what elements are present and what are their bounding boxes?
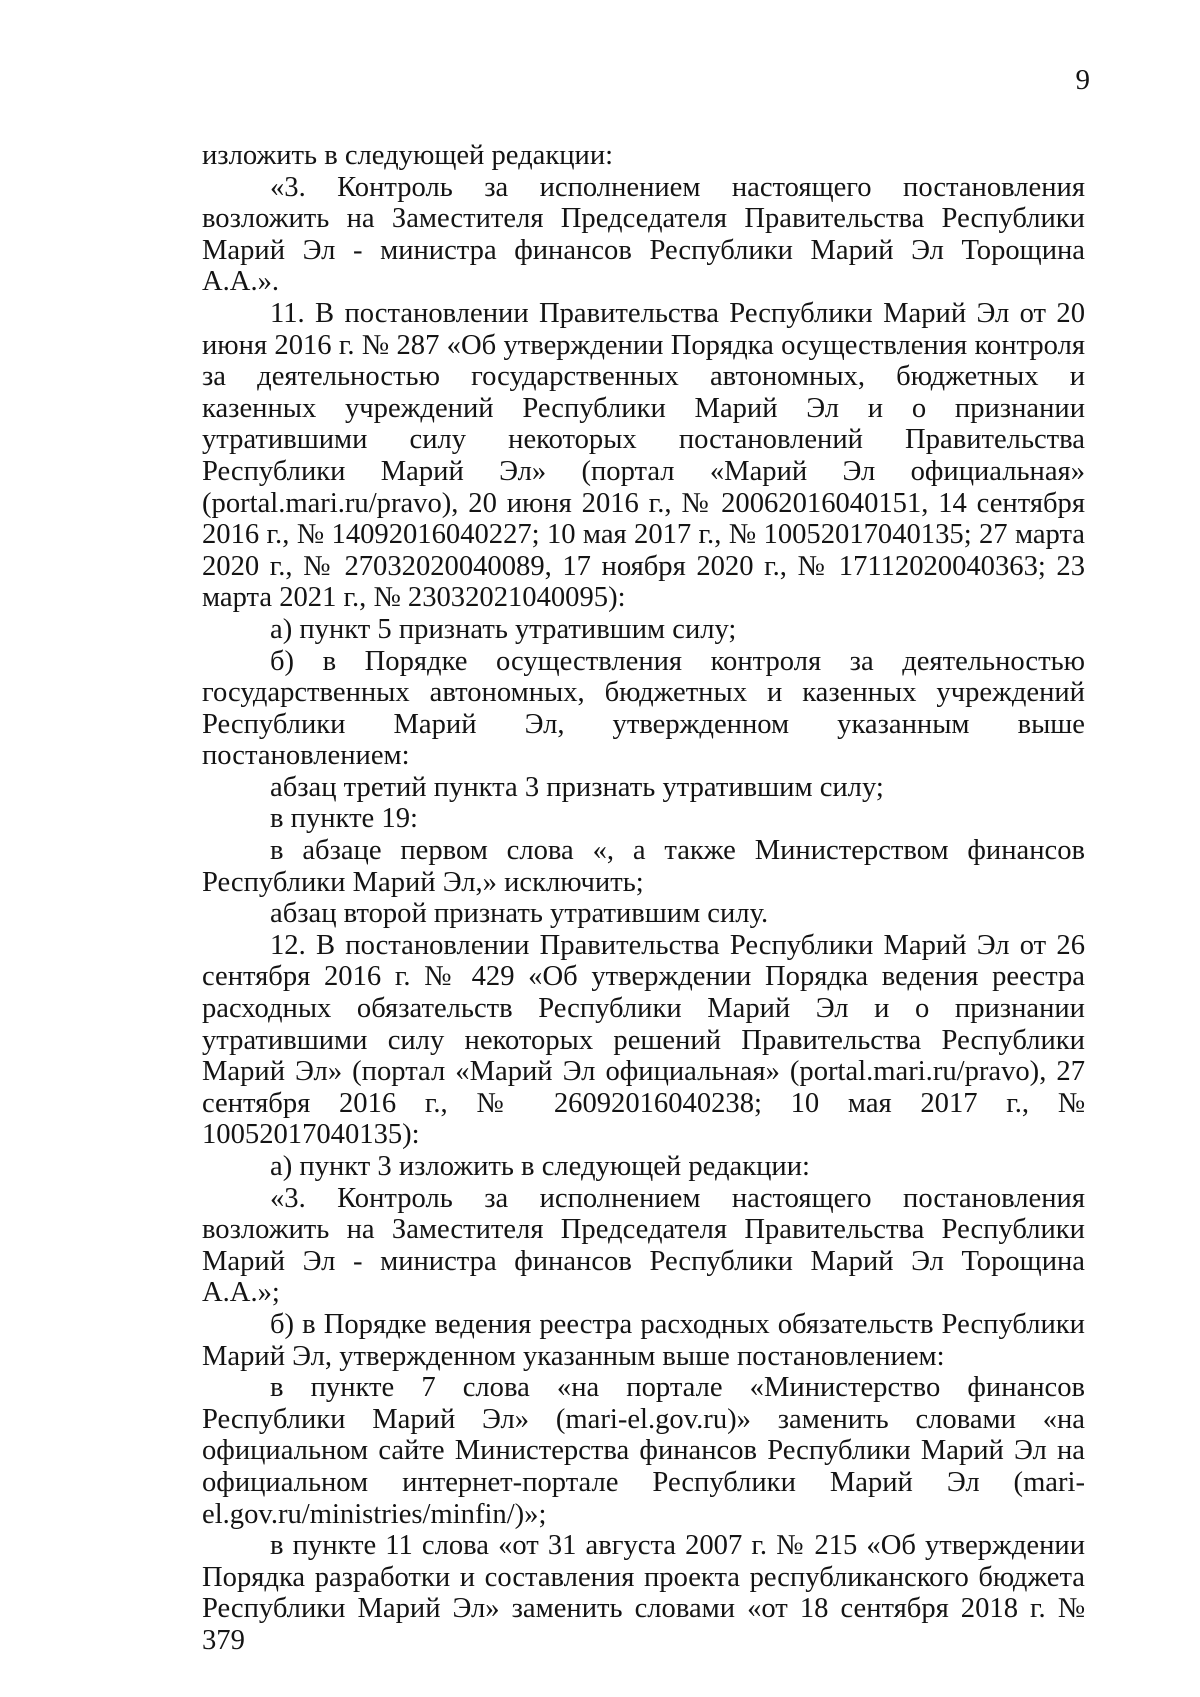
paragraph-quoted-control-clause: «3. Контроль за исполнением настоящего постановления возложить на Заместителя Председателя Правительства Республики Марий Эл - министра финансов Республики Марий Эл Торощина А.А.». [202,171,1085,298]
page-number: 9 [1075,64,1090,96]
paragraph-11-a: а) пункт 5 признать утратившим силу; [270,613,737,645]
paragraph-11-b-point-19-first: в абзаце первом слова «, а также Министерством финансов Республики Марий Эл,» исключить; [202,835,1085,898]
paragraph-11-b-point-3: абзац третий пункта 3 признать утратившим силу; [270,771,884,803]
paragraph-11-b-point-19: в пункте 19: [270,803,418,835]
paragraph-11-b: б) в Порядке осуществления контроля за деятельностью государственных автономных, бюджетных и казенных учреждений Республики Марий Эл, утвержденном указанным выше постановлением: [202,645,1085,772]
paragraph-continuation: изложить в следующей редакции: [202,140,614,171]
paragraph-11-b-point-19-second: абзац второй признать утратившим силу. [270,898,769,930]
document-body [202,140,1085,1657]
paragraph-12-a-quote: «3. Контроль за исполнением настоящего постановления возложить на Заместителя Председателя Правительства Республики Марий Эл - министра финансов Республики Марий Эл Торощина А.А.»; [202,1182,1085,1309]
paragraph-12-a: а) пункт 3 изложить в следующей редакции: [270,1151,810,1182]
paragraph-12-b-point-11: в пункте 11 слова «от 31 августа 2007 г. № 215 «Об утверждении Порядка разработки и составления проекта республиканского бюджета Республики Марий Эл» заменить словами «от 18 сентября 2018 г. № 379 [202,1530,1085,1656]
paragraph-item-11: 11. В постановлении Правительства Республики Марий Эл от 20 июня 2016 г. № 287 «Об утверждении Порядка осуществления контроля за деятельностью государственных автономных, бюджетных и казенных учреждений Республики Марий Эл и о признании утратившими силу некоторых постановлений Правительства Республики Марий Эл» (портал «Марий Эл официальная» (portal.mari.ru/pravo), 20 июня 2016 г., № 20062016040151, 14 сентября 2016 г., № 14092016040227; 10 мая 2017 г., № 10052017040135; 27 марта 2020 г., № 27032020040089, 17 ноября 2020 г., № 17112020040363; 23 марта 2021 г., № 23032021040095): [202,297,1085,614]
paragraph-12-b-point-7: в пункте 7 слова «на портале «Министерство финансов Республики Марий Эл» (mari-el.gov.ru)» заменить словами «на официальном сайте Министерства финансов Республики Марий Эл на официальном интернет-портале Республики Марий Эл (mari-el.gov.ru/ministries/minfin/)»; [202,1372,1085,1530]
paragraph-12-b: б) в Порядке ведения реестра расходных обязательств Республики Марий Эл, утвержденном указанным выше постановлением: [202,1308,1085,1372]
paragraph-item-12: 12. В постановлении Правительства Республики Марий Эл от 26 сентября 2016 г. № 429 «Об утверждении Порядка ведения реестра расходных обязательств Республики Марий Эл и о признании утратившими силу некоторых решений Правительства Республики Марий Эл» (портал «Марий Эл официальная» (portal.mari.ru/pravo), 27 сентября 2016 г., № 26092016040238; 10 мая 2017 г., № 10052017040135): [202,929,1085,1151]
